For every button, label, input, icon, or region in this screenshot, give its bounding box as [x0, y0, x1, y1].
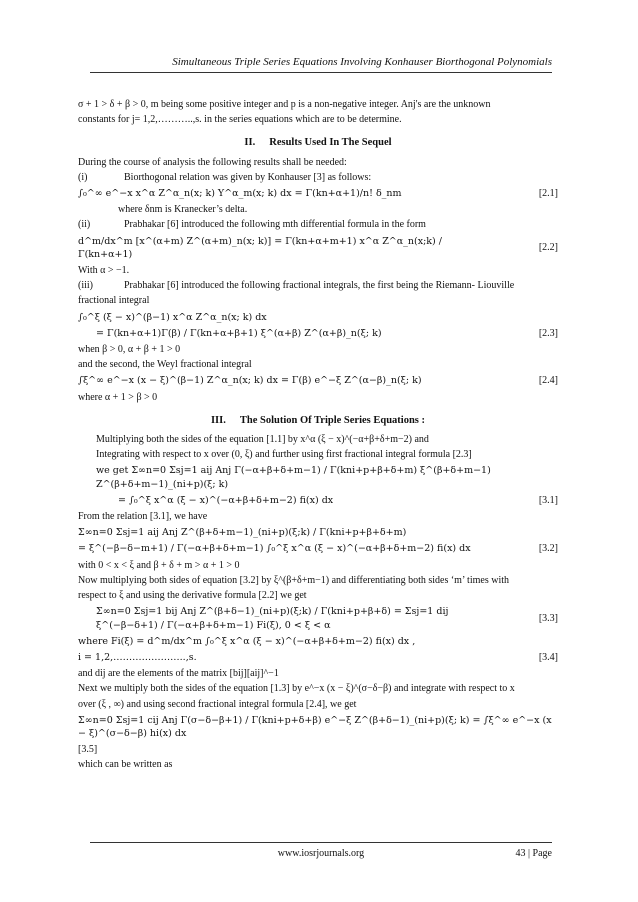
section-3-number: III.: [210, 414, 226, 426]
equation-3-5-number: [3.5]: [78, 744, 98, 756]
footer-page-number: 43 | Page: [515, 848, 552, 859]
footer-site-link[interactable]: www.iosrjournals.org: [277, 848, 365, 859]
written-as: which can be written as: [78, 759, 173, 771]
index-range: i = 1,2,…………………..,s. [3.4]: [78, 651, 558, 663]
section-3-title: The Solution Of Triple Series Equations: [239, 414, 419, 426]
equation-2-2: d^m/dx^m [x^(α+m) Z^(α+m)_n(x; k)] = Γ(kn+α+m+1) x^α Z^α_n(x;k) / Γ(kn+α+1) [2.2]: [78, 235, 558, 260]
section-2-heading: [78, 136, 558, 149]
next-line-1: Next we multiply both the sides of the equation [1.3] by e^−x (x − ξ)^(σ−δ−β) and integrate with respect to x: [78, 683, 515, 695]
article-body: [78, 96, 558, 774]
list-item-ii: (ii) Prabhakar [6] introduced the following mth differential formula in the form: [78, 219, 426, 231]
footer-rule: [90, 842, 552, 843]
condition-1: when β > 0, α + β + 1 > 0: [78, 344, 181, 356]
equation-2-4: ∫ξ^∞ e^−x (x − ξ)^(β−1) Z^α_n(x; k) dx = Γ(β) e^−ξ Z^(α−β)_n(ξ; k) [2.4]: [78, 375, 558, 387]
next-line-2: over (ξ , ∞) and using second fractional integral formula [2.4], we get: [78, 698, 357, 710]
list-item-iii-cont: fractional integral: [78, 295, 150, 307]
equation-3-2-line-2: = ξ^(−β−δ−m+1) / Γ(−α+β+δ+m−1) ∫₀^ξ x^α (ξ − x)^(−α+β+δ+m−2) fi(x) dx [3.2]: [78, 543, 558, 555]
equation-3-5: Σ∞n=0 Σsj=1 cij Anj Γ(σ−δ−β+1) / Γ(kni+p+δ+β) e^−ξ Z^(β+δ−1)_(ni+p)(ξ; k) = ∫ξ^∞ e^−x (x − ξ)^(σ−δ−β) hi(x) dx: [78, 714, 552, 739]
running-header: Simultaneous Triple Series Equations Involving Konhauser Biorthogonal Polynomials: [172, 56, 552, 68]
equation-3-3: Σ∞n=0 Σsj=1 bij Anj Z^(β+δ−1)_(ni+p)(ξ;k) / Γ(kni+p+β+δ) = Σsj=1 dij ξ^(−β−δ+1) / Γ(−α+β+δ+m−1) Fi(ξ), 0 < ξ < α [3.3]: [96, 606, 558, 631]
weyl-intro: and the second, the Weyl fractional integral: [78, 359, 252, 371]
condition-3: with 0 < x < ξ and β + δ + m > α + 1 > 0: [78, 559, 240, 571]
intro-line-1: σ + 1 > δ + β > 0, m being some positive integer and p is a non-negative integer. Anj's are the unknown: [78, 99, 491, 110]
equation-2-1: ∫₀^∞ e^−x x^α Z^α_n(x; k) Y^α_m(x; k) dx = Γ(kn+α+1)/n! δ_nm [2.1]: [78, 188, 558, 200]
section-2-lead: During the course of analysis the following results shall be needed:: [78, 156, 347, 168]
equation-3-1-line-2: = ∫₀^ξ x^α (ξ − x)^(−α+β+δ+m−2) fi(x) dx [3.1]: [118, 494, 558, 506]
kronecker-note: where δnm is Kranecker’s delta.: [118, 204, 248, 216]
dij-note: and dij are the elements of the matrix [bij][aij]^−1: [78, 668, 279, 680]
condition-2: where α + 1 > β > 0: [78, 391, 158, 403]
equation-3-1-line-1: we get Σ∞n=0 Σsj=1 aij Anj Γ(−α+β+δ+m−1) / Γ(kni+p+β+δ+m) ξ^(β+δ+m−1) Z^(β+δ+m−1)_(ni+p)(ξ; k): [96, 465, 491, 490]
now-line-2: respect to ξ and using the derivative formula [2.2] we get: [78, 590, 307, 602]
equation-2-3-line-1: ∫₀^ξ (ξ − x)^(β−1) x^α Z^α_n(x; k) dx: [78, 311, 267, 323]
alpha-condition: With α > −1.: [78, 265, 130, 277]
equation-3-4: where Fi(ξ) = d^m/dx^m ∫₀^ξ x^α (ξ − x)^(−α+β+δ+m−2) fi(x) dx ,: [78, 635, 416, 647]
section-2-title: Results Used In The Sequel: [269, 137, 392, 149]
relation-note: From the relation [3.1], we have: [78, 511, 208, 523]
equation-2-3-line-2: = Γ(kn+α+1)Γ(β) / Γ(kn+α+β+1) ξ^(α+β) Z^(α+β)_n(ξ; k) [2.3]: [96, 327, 558, 339]
section-2-number: II.: [244, 137, 256, 149]
now-line-1: Now multiplying both sides of equation [3.2] by ξ^(β+δ+m−1) and differentiating both sides ‘m’ times with: [78, 574, 509, 586]
header-rule: [90, 72, 552, 73]
section-3-para-2: Integrating with respect to x over (0, ξ) and further using first fractional integral formula [2.3]: [96, 449, 472, 461]
equation-3-2-line-1: Σ∞n=0 Σsj=1 aij Anj Z^(β+δ+m−1)_(ni+p)(ξ;k) / Γ(kni+p+β+δ+m): [78, 527, 407, 539]
section-3-heading: III. The Solution Of Triple Series Equations :: [210, 414, 426, 426]
intro-line-2: constants for j= 1,2,………..,s. in the series equations which are to be determine.: [78, 114, 402, 126]
section-3-para-1: Multiplying both the sides of the equation [1.1] by x^α (ξ − x)^(−α+β+δ+m−2) and: [96, 434, 429, 446]
list-item-i: (i) Biorthogonal relation was given by Konhauser [3] as follows:: [78, 171, 372, 183]
list-item-iii: (iii) Prabhakar [6] introduced the following fractional integrals, the first being the Riemann- Liouville: [78, 280, 515, 292]
